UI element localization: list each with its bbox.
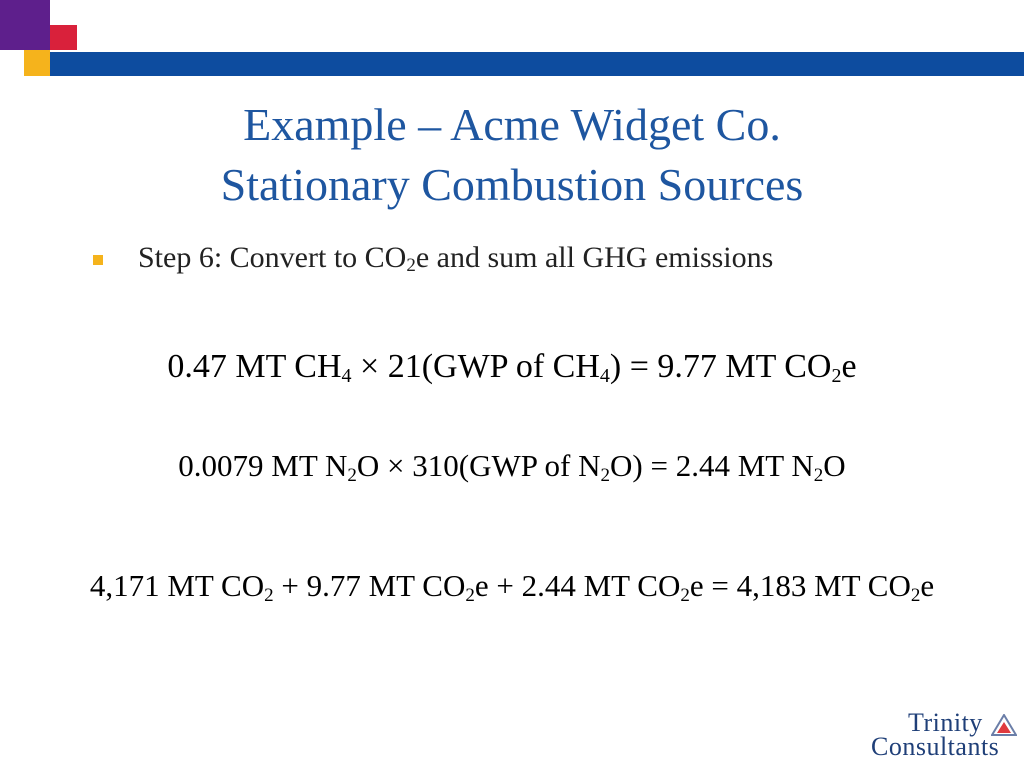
decor-square-yellow: [24, 50, 50, 76]
header-bar: [50, 52, 1024, 76]
decor-square-purple: [0, 0, 50, 50]
decor-square-red: [50, 25, 77, 50]
equation-total: 4,171 MT $CO_2 + 9.77$ MT $CO_2e + 2.44$ MT $CO_2e = 4,183$ MT $CO_2e$: [89, 568, 935, 606]
slide-title-line2: Stationary Combustion Sources: [220, 159, 804, 210]
bullet-item: [90, 238, 850, 286]
bullet-square-icon: [93, 255, 103, 265]
logo-line1: Trinity: [908, 708, 983, 737]
company-logo: [865, 702, 1024, 768]
equation-n2o: 0.0079 MT $N_2O \times 310(GWP$ of $N_2O) = 2.44$ MT $N_2O$: [178, 448, 846, 486]
bullet-text: Step 6: Convert to $CO_2e$ and sum all GHG emissions: [138, 241, 774, 276]
logo-line2: Consultants: [871, 732, 1000, 761]
equation-ch4: 0.47 MT $CH_4 \times 21(GWP$ of $CH_4) = 9.77$ MT $CO_2e$: [167, 348, 857, 387]
slide-title-line1: Example – Acme Widget Co.: [243, 99, 781, 150]
slide-title: [0, 95, 1024, 215]
